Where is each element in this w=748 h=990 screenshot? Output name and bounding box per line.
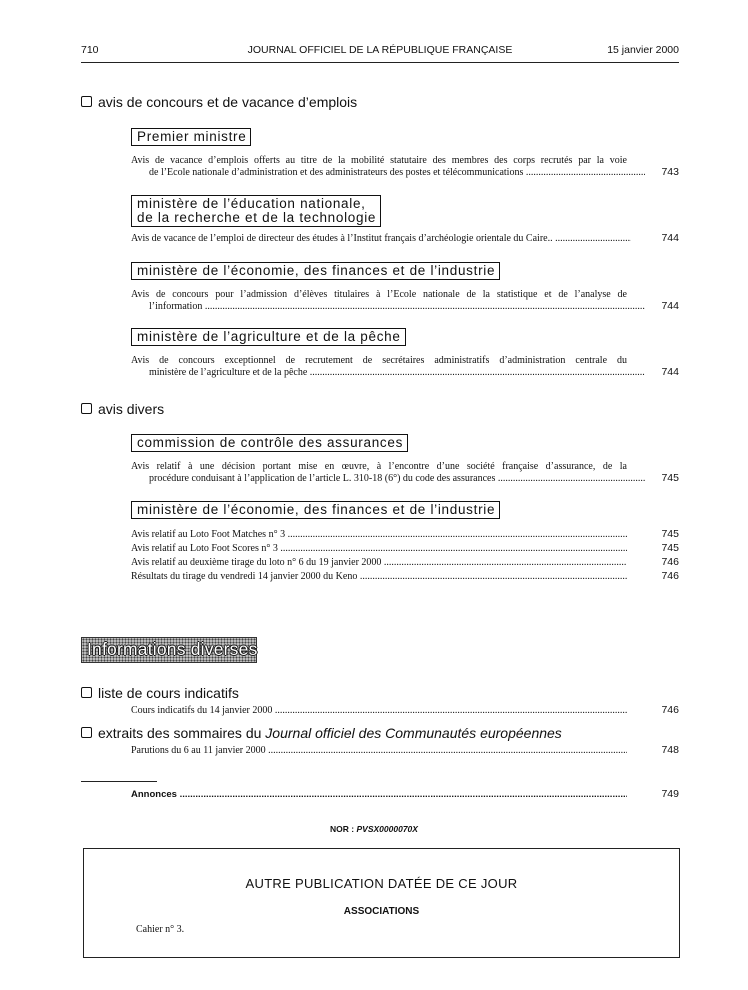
entry-text: l’information ..... (131, 301, 645, 313)
page-ref: 744 (661, 365, 679, 378)
page-ref: 748 (661, 744, 679, 756)
entry-text: Cours indicatifs du 14 janvier 2000 ..... (131, 705, 627, 717)
entry-text: Avis relatif à une décision portant mise en œuvre, à l’encontre d’une société française d’assurance, de la (131, 461, 627, 472)
list-item[interactable] (131, 529, 679, 541)
section-title: avis de concours et de vacance d’emplois (98, 94, 358, 110)
cahier-number: Cahier n° 3. (136, 924, 185, 935)
entry-text: Avis relatif au Loto Foot Scores n° 3 ..... (131, 543, 627, 555)
entry-text: de l’Ecole nationale d’administration et des administrateurs des postes et télécommunications ..... (131, 167, 645, 179)
banner-text: Informations diverses (87, 639, 258, 659)
ministry-box-education (131, 195, 381, 227)
entry-cours-indicatifs[interactable] (131, 705, 679, 717)
entry-avis-assurance[interactable] (131, 461, 679, 484)
checkbox-square-icon (81, 403, 92, 414)
ministry-box-assurances (131, 434, 408, 452)
nor-reference (0, 824, 748, 834)
issue-date: 15 janvier 2000 (607, 44, 679, 56)
entry-text: Avis de concours pour l’admission d’élèves titulaires à l’Ecole nationale de la statistique et de l’analyse de (131, 289, 627, 300)
ministry-box-economie-2 (131, 501, 500, 519)
page-ref: 745 (661, 542, 679, 554)
entry-text: Avis de vacance d’emplois offerts au titre de la mobilité statutaire des membres des corps recrutés par la voie (131, 155, 627, 166)
checkbox-square-icon (81, 727, 92, 738)
list-item[interactable] (131, 557, 679, 569)
ministry-name: commission de contrôle des assurances (137, 435, 404, 450)
page-ref: 744 (661, 299, 679, 312)
entry-text: Annonces ..... (131, 789, 627, 801)
entry-text: Avis relatif au deuxième tirage du loto n° 6 du 19 janvier 2000 ..... (131, 557, 627, 569)
list-item[interactable] (131, 571, 679, 583)
checkbox-square-icon (81, 687, 92, 698)
page-ref: 743 (661, 165, 679, 178)
section-title: extraits des sommaires du (98, 725, 266, 741)
ministry-name: ministère de l’éducation nationale, (137, 196, 366, 211)
page-ref: 746 (661, 570, 679, 582)
informations-diverses-banner (81, 637, 257, 663)
ministry-name: ministère de l’économie, des finances et de l’industrie (137, 263, 496, 278)
page-header (81, 44, 679, 60)
entry-text: Avis de concours exceptionnel de recrutement de secrétaires administratifs d’administration centrale du (131, 355, 627, 366)
other-publication-box (83, 848, 680, 958)
entry-vacance-mobilite[interactable] (131, 155, 679, 178)
section-extraits (81, 725, 562, 741)
page-ref: 746 (661, 556, 679, 568)
ministry-box-agriculture (131, 328, 406, 346)
separator-rule (81, 781, 157, 782)
entry-text: Avis relatif au Loto Foot Matches n° 3 ..... (131, 529, 627, 541)
journal-title: JOURNAL OFFICIEL DE LA RÉPUBLIQUE FRANÇAISE (247, 44, 513, 56)
entry-vacance-ifao[interactable] (131, 233, 679, 245)
ministry-box-economie (131, 262, 500, 280)
entry-text: Parutions du 6 au 11 janvier 2000 ..... (131, 745, 627, 757)
entry-text: procédure conduisant à l’application de l’article L. 310-18 (6°) du code des assurances ..... (131, 473, 645, 485)
entry-annonces[interactable] (131, 789, 679, 801)
entry-concours-secretaires[interactable] (131, 355, 679, 378)
page-ref: 746 (661, 704, 679, 716)
nor-code: PVSX0000070X (356, 824, 418, 834)
page-number: 710 (81, 44, 99, 56)
section-avis-concours (81, 94, 357, 110)
entry-text: Résultats du tirage du vendredi 14 janvier 2000 du Keno ..... (131, 571, 627, 583)
entry-list-loto (131, 529, 679, 583)
list-item[interactable] (131, 543, 679, 555)
nor-label: NOR : (330, 824, 357, 834)
ministry-box-premier-ministre (131, 128, 251, 146)
section-title: avis divers (98, 401, 165, 417)
ministry-name: ministère de l’agriculture et de la pêche (137, 329, 401, 344)
section-avis-divers (81, 401, 164, 417)
entry-concours-ensai[interactable] (131, 289, 679, 312)
section-title: liste de cours indicatifs (98, 685, 239, 701)
entry-text: Avis de vacance de l’emploi de directeur des études à l’Institut français d’archéologie orientale du Caire.. ..... (131, 233, 631, 245)
publication-subtitle: ASSOCIATIONS (343, 906, 420, 917)
entry-parutions[interactable] (131, 745, 679, 757)
ministry-name: Premier ministre (137, 129, 247, 144)
checkbox-square-icon (81, 96, 92, 107)
entry-text: ministère de l’agriculture et de la pêche ..... (131, 367, 645, 379)
ministry-name: de la recherche et de la technologie (137, 210, 377, 225)
ministry-name: ministère de l’économie, des finances et de l’industrie (137, 502, 496, 517)
page-ref: 745 (661, 471, 679, 484)
page-ref: 749 (661, 788, 679, 800)
section-title-italic: Journal officiel des Communautés européennes (265, 725, 562, 741)
page-ref: 745 (661, 528, 679, 540)
publication-title: AUTRE PUBLICATION DATÉE DE CE JOUR (245, 876, 518, 891)
page-ref: 744 (661, 232, 679, 244)
header-rule (81, 62, 679, 63)
section-liste-cours (81, 685, 239, 701)
